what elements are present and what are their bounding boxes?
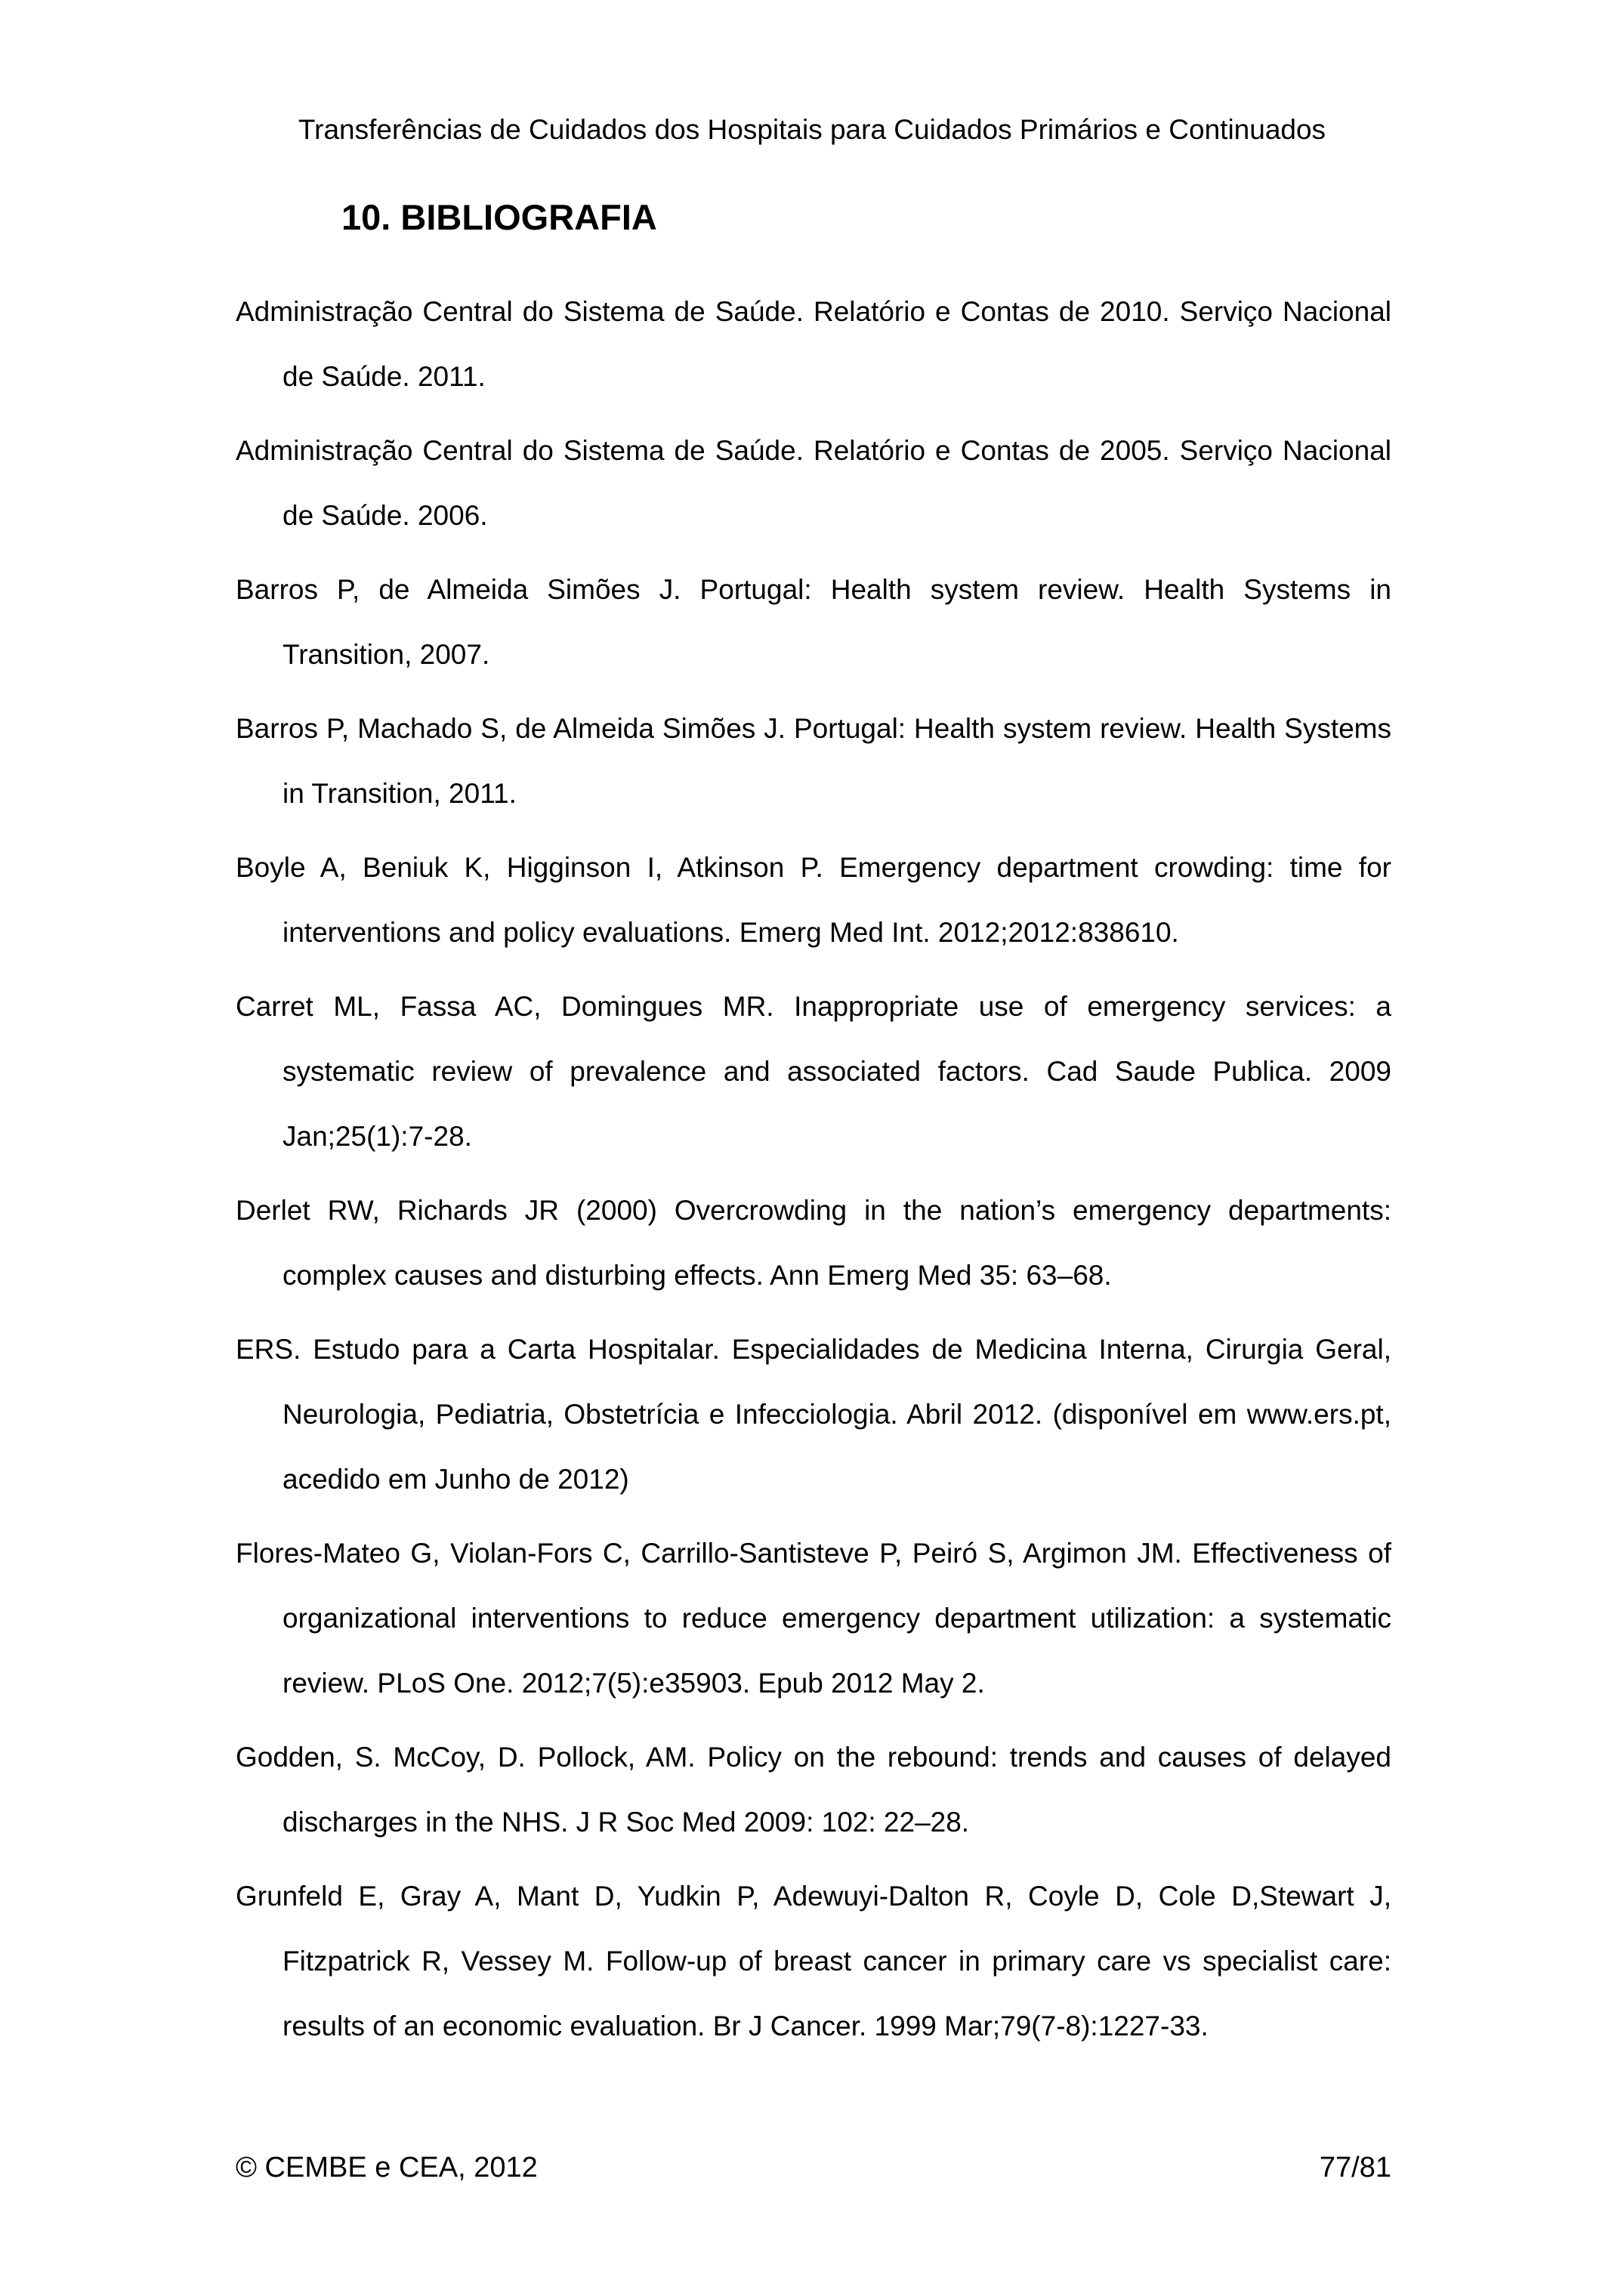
reference-entry: Carret ML, Fassa AC, Domingues MR. Inappropriate use of emergency services: a systematic review of prevalence and associated factors. Cad Saude Publica. 2009 Jan;25(1):7-28. [236, 991, 1391, 1152]
running-header: Transferências de Cuidados dos Hospitais para Cuidados Primários e Continuados [298, 114, 1326, 145]
footer-page-number: 77/81 [1319, 2152, 1391, 2183]
reference-entry: Derlet RW, Richards JR (2000) Overcrowding in the nation’s emergency departments: complex causes and disturbing effects. Ann Emerg Med 35: 63–68. [236, 1195, 1391, 1291]
reference-entry: Godden, S. McCoy, D. Pollock, AM. Policy on the rebound: trends and causes of delayed discharges in the NHS. J R Soc Med 2009: 102: 22–28. [236, 1742, 1391, 1838]
reference-entry: Barros P, de Almeida Simões J. Portugal: Health system review. Health Systems in Transition, 2007. [236, 574, 1391, 670]
reference-entry: Grunfeld E, Gray A, Mant D, Yudkin P, Adewuyi-Dalton R, Coyle D, Cole D,Stewart J, Fitzpatrick R, Vessey M. Follow-up of breast cancer in primary care vs specialist care: results of an economic evaluation. Br J Cancer. 1999 Mar;79(7-8):1227-33. [236, 1881, 1391, 2041]
reference-entry: Flores-Mateo G, Violan-Fors C, Carrillo-Santisteve P, Peiró S, Argimon JM. Effectiveness of organizational interventions to reduce emergency department utilization: a systematic review. PLoS One. 2012;7(5):e35903. Epub 2012 May 2. [236, 1538, 1391, 1699]
reference-entry: Administração Central do Sistema de Saúde. Relatório e Contas de 2005. Serviço Nacional de Saúde. 2006. [236, 435, 1391, 531]
reference-entry: Boyle A, Beniuk K, Higginson I, Atkinson P. Emergency department crowding: time for interventions and policy evaluations. Emerg Med Int. 2012;2012:838610. [236, 852, 1391, 948]
bibliography-list [236, 279, 1391, 2068]
section-heading: 10. BIBLIOGRAFIA [341, 197, 657, 237]
reference-entry: Barros P, Machado S, de Almeida Simões J. Portugal: Health system review. Health Systems in Transition, 2011. [236, 713, 1391, 809]
page-footer [236, 2149, 1391, 2186]
footer-copyright: © CEMBE e CEA, 2012 [236, 2152, 538, 2183]
reference-entry: Administração Central do Sistema de Saúde. Relatório e Contas de 2010. Serviço Nacional de Saúde. 2011. [236, 296, 1391, 392]
reference-entry: ERS. Estudo para a Carta Hospitalar. Especialidades de Medicina Interna, Cirurgia Geral, Neurologia, Pediatria, Obstetrícia e Infecciologia. Abril 2012. (disponível em www.ers.pt, acedido em Junho de 2012) [236, 1334, 1391, 1495]
